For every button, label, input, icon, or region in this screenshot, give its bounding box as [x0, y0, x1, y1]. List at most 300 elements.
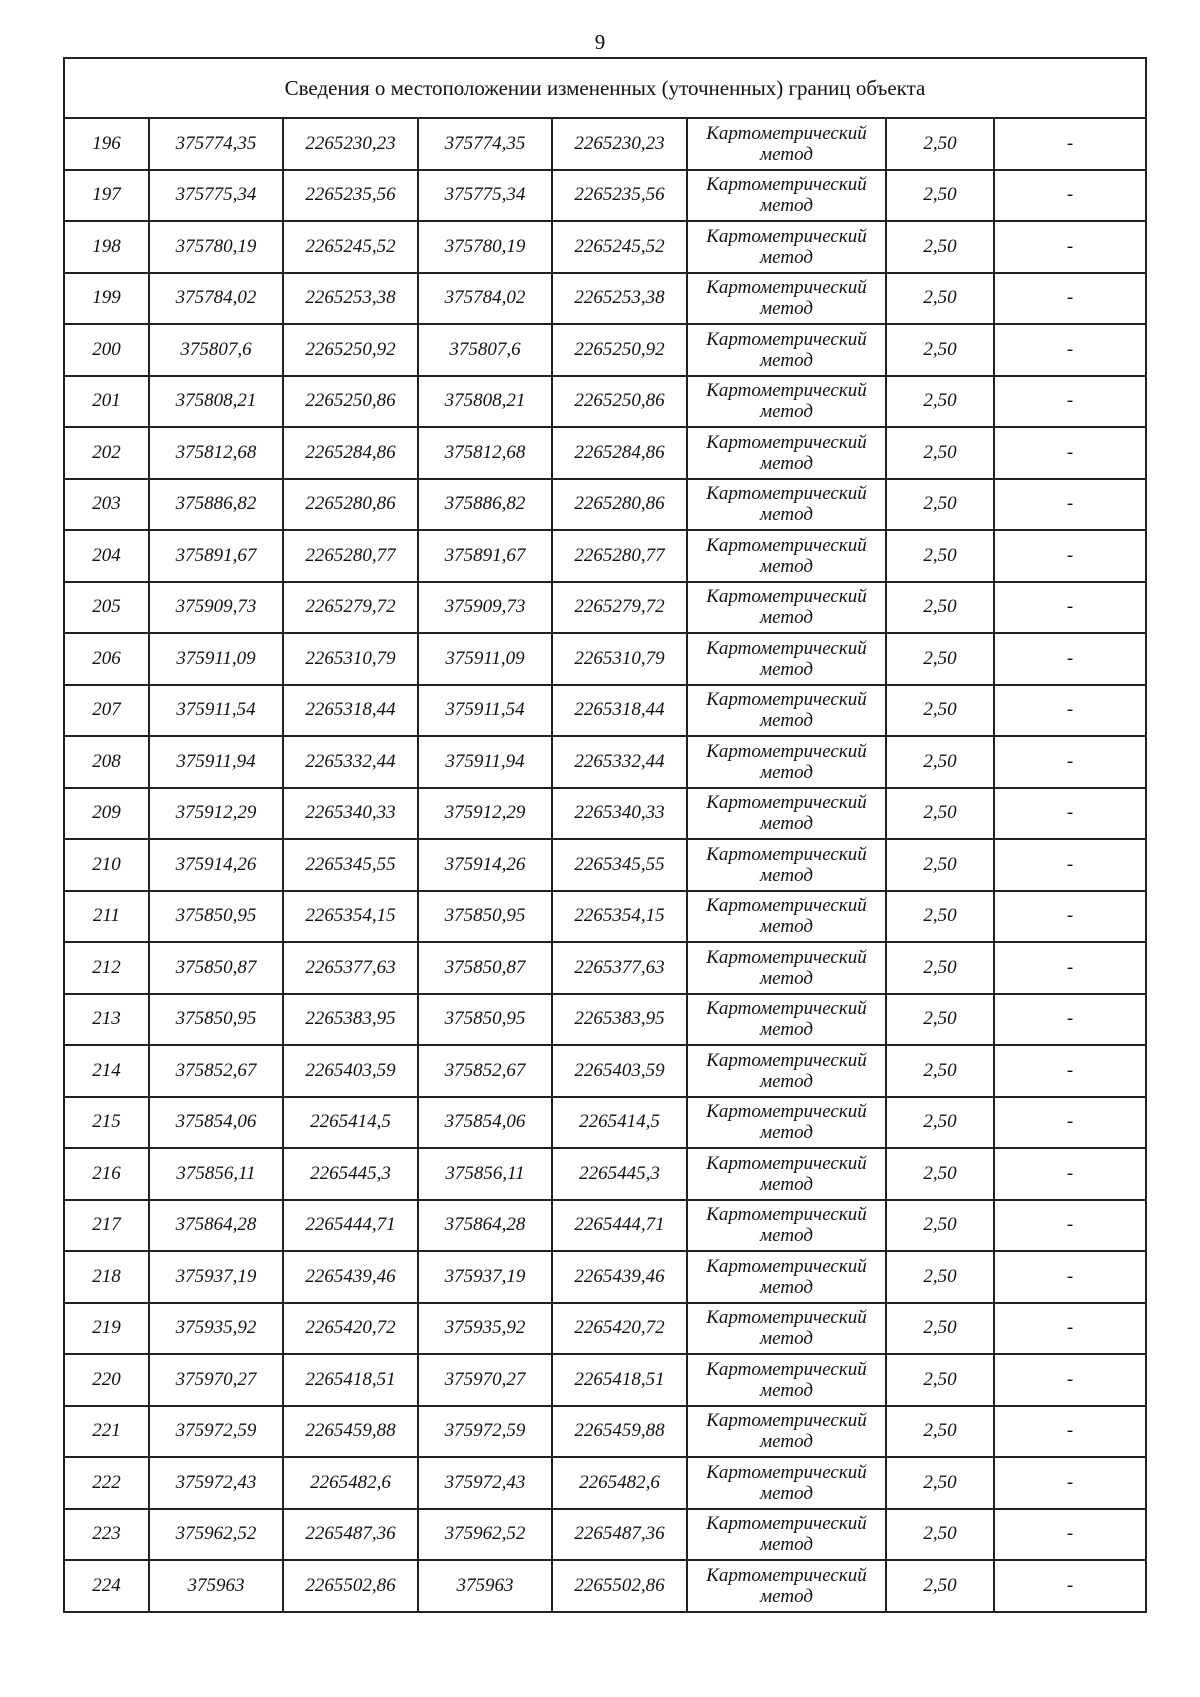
refined-y-cell: 2265439,46 [552, 1251, 687, 1303]
method-line-2: метод [760, 916, 813, 938]
method-line-2: метод [760, 246, 813, 268]
point-number-cell: 208 [64, 736, 149, 788]
point-number-cell: 207 [64, 685, 149, 737]
accuracy-cell: 2,50 [886, 1406, 994, 1458]
method-line-2: метод [760, 1019, 813, 1041]
refined-y-cell: 2265445,3 [552, 1148, 687, 1200]
point-number-cell: 197 [64, 170, 149, 222]
point-number-cell: 202 [64, 427, 149, 479]
refined-y-cell: 2265354,15 [552, 891, 687, 943]
table-row [64, 736, 1146, 788]
table-row [64, 891, 1146, 943]
description-cell: - [994, 1457, 1146, 1509]
description-cell: - [994, 221, 1146, 273]
table-row [64, 1303, 1146, 1355]
existing-y-cell: 2265253,38 [283, 273, 418, 325]
method-line-1: Картометрический [706, 843, 867, 865]
table-title: Сведения о местоположении измененных (уточненных) границ объекта [64, 58, 1146, 118]
method-cell [687, 221, 886, 273]
refined-x-cell: 375850,95 [418, 891, 552, 943]
table-row [64, 427, 1146, 479]
boundary-coordinates-table [63, 57, 1147, 1613]
table-title-row [64, 58, 1146, 118]
refined-y-cell: 2265414,5 [552, 1097, 687, 1149]
accuracy-cell: 2,50 [886, 942, 994, 994]
existing-y-cell: 2265332,44 [283, 736, 418, 788]
method-cell [687, 1097, 886, 1149]
point-number-cell: 218 [64, 1251, 149, 1303]
existing-y-cell: 2265318,44 [283, 685, 418, 737]
refined-x-cell: 375935,92 [418, 1303, 552, 1355]
accuracy-cell: 2,50 [886, 1148, 994, 1200]
method-line-2: метод [760, 1225, 813, 1247]
refined-x-cell: 375807,6 [418, 324, 552, 376]
description-cell: - [994, 685, 1146, 737]
method-cell [687, 1509, 886, 1561]
point-number-cell: 224 [64, 1560, 149, 1612]
existing-y-cell: 2265377,63 [283, 942, 418, 994]
method-cell [687, 376, 886, 428]
refined-y-cell: 2265230,23 [552, 118, 687, 170]
method-cell [687, 736, 886, 788]
table-row [64, 1354, 1146, 1406]
method-cell [687, 685, 886, 737]
method-cell [687, 1045, 886, 1097]
existing-x-cell: 375807,6 [149, 324, 283, 376]
table-row [64, 530, 1146, 582]
method-line-1: Картометрический [706, 174, 867, 196]
description-cell: - [994, 1406, 1146, 1458]
table-row [64, 118, 1146, 170]
existing-x-cell: 375911,94 [149, 736, 283, 788]
refined-x-cell: 375972,43 [418, 1457, 552, 1509]
table-row [64, 1251, 1146, 1303]
refined-x-cell: 375912,29 [418, 788, 552, 840]
point-number-cell: 212 [64, 942, 149, 994]
existing-y-cell: 2265420,72 [283, 1303, 418, 1355]
refined-y-cell: 2265487,36 [552, 1509, 687, 1561]
accuracy-cell: 2,50 [886, 530, 994, 582]
accuracy-cell: 2,50 [886, 1097, 994, 1149]
method-line-1: Картометрический [706, 225, 867, 247]
method-line-2: метод [760, 555, 813, 577]
method-cell [687, 530, 886, 582]
description-cell: - [994, 1251, 1146, 1303]
point-number-cell: 198 [64, 221, 149, 273]
existing-x-cell: 375972,59 [149, 1406, 283, 1458]
point-number-cell: 210 [64, 839, 149, 891]
existing-x-cell: 375780,19 [149, 221, 283, 273]
description-cell: - [994, 1148, 1146, 1200]
method-line-2: метод [760, 1431, 813, 1453]
point-number-cell: 205 [64, 582, 149, 634]
existing-x-cell: 375850,95 [149, 891, 283, 943]
method-line-2: метод [760, 504, 813, 526]
accuracy-cell: 2,50 [886, 633, 994, 685]
refined-y-cell: 2265383,95 [552, 994, 687, 1046]
existing-y-cell: 2265444,71 [283, 1200, 418, 1252]
existing-y-cell: 2265403,59 [283, 1045, 418, 1097]
table-row [64, 1406, 1146, 1458]
refined-y-cell: 2265280,77 [552, 530, 687, 582]
description-cell: - [994, 942, 1146, 994]
existing-x-cell: 375935,92 [149, 1303, 283, 1355]
accuracy-cell: 2,50 [886, 221, 994, 273]
description-cell: - [994, 736, 1146, 788]
existing-y-cell: 2265310,79 [283, 633, 418, 685]
refined-y-cell: 2265279,72 [552, 582, 687, 634]
existing-y-cell: 2265250,86 [283, 376, 418, 428]
method-line-1: Картометрический [706, 277, 867, 299]
point-number-cell: 199 [64, 273, 149, 325]
description-cell: - [994, 994, 1146, 1046]
existing-y-cell: 2265280,77 [283, 530, 418, 582]
accuracy-cell: 2,50 [886, 1303, 994, 1355]
existing-x-cell: 375775,34 [149, 170, 283, 222]
method-line-1: Картометрический [706, 122, 867, 144]
method-cell [687, 427, 886, 479]
existing-y-cell: 2265345,55 [283, 839, 418, 891]
method-line-1: Картометрический [706, 1101, 867, 1123]
description-cell: - [994, 1354, 1146, 1406]
method-cell [687, 1303, 886, 1355]
description-cell: - [994, 582, 1146, 634]
accuracy-cell: 2,50 [886, 273, 994, 325]
method-line-2: метод [760, 710, 813, 732]
method-line-2: метод [760, 143, 813, 165]
description-cell: - [994, 1097, 1146, 1149]
table-row [64, 324, 1146, 376]
method-cell [687, 582, 886, 634]
refined-y-cell: 2265332,44 [552, 736, 687, 788]
table-row [64, 1097, 1146, 1149]
refined-x-cell: 375852,67 [418, 1045, 552, 1097]
refined-x-cell: 375914,26 [418, 839, 552, 891]
method-line-1: Картометрический [706, 1513, 867, 1535]
method-cell [687, 788, 886, 840]
accuracy-cell: 2,50 [886, 1457, 994, 1509]
method-line-1: Картометрический [706, 1410, 867, 1432]
method-line-2: метод [760, 761, 813, 783]
table-row [64, 273, 1146, 325]
refined-x-cell: 375864,28 [418, 1200, 552, 1252]
method-line-1: Картометрический [706, 689, 867, 711]
table-row [64, 1457, 1146, 1509]
existing-x-cell: 375914,26 [149, 839, 283, 891]
method-line-1: Картометрический [706, 1152, 867, 1174]
refined-y-cell: 2265280,86 [552, 479, 687, 531]
refined-y-cell: 2265459,88 [552, 1406, 687, 1458]
method-line-1: Картометрический [706, 586, 867, 608]
refined-y-cell: 2265482,6 [552, 1457, 687, 1509]
existing-y-cell: 2265482,6 [283, 1457, 418, 1509]
existing-y-cell: 2265279,72 [283, 582, 418, 634]
existing-y-cell: 2265280,86 [283, 479, 418, 531]
method-line-2: метод [760, 401, 813, 423]
method-line-1: Картометрический [706, 792, 867, 814]
existing-y-cell: 2265230,23 [283, 118, 418, 170]
accuracy-cell: 2,50 [886, 994, 994, 1046]
description-cell: - [994, 479, 1146, 531]
description-cell: - [994, 376, 1146, 428]
method-line-1: Картометрический [706, 1049, 867, 1071]
description-cell: - [994, 530, 1146, 582]
method-line-2: метод [760, 607, 813, 629]
accuracy-cell: 2,50 [886, 1509, 994, 1561]
existing-x-cell: 375886,82 [149, 479, 283, 531]
refined-y-cell: 2265235,56 [552, 170, 687, 222]
method-line-1: Картометрический [706, 1461, 867, 1483]
refined-x-cell: 375854,06 [418, 1097, 552, 1149]
refined-x-cell: 375856,11 [418, 1148, 552, 1200]
point-number-cell: 220 [64, 1354, 149, 1406]
refined-y-cell: 2265502,86 [552, 1560, 687, 1612]
accuracy-cell: 2,50 [886, 324, 994, 376]
existing-x-cell: 375970,27 [149, 1354, 283, 1406]
table-row [64, 1560, 1146, 1612]
method-line-2: метод [760, 1122, 813, 1144]
method-cell [687, 273, 886, 325]
method-line-1: Картометрический [706, 1307, 867, 1329]
method-cell [687, 118, 886, 170]
description-cell: - [994, 1560, 1146, 1612]
description-cell: - [994, 1200, 1146, 1252]
accuracy-cell: 2,50 [886, 479, 994, 531]
refined-x-cell: 375850,95 [418, 994, 552, 1046]
method-line-1: Картометрический [706, 431, 867, 453]
accuracy-cell: 2,50 [886, 1200, 994, 1252]
accuracy-cell: 2,50 [886, 582, 994, 634]
method-line-2: метод [760, 1482, 813, 1504]
point-number-cell: 200 [64, 324, 149, 376]
table-row [64, 685, 1146, 737]
accuracy-cell: 2,50 [886, 788, 994, 840]
refined-y-cell: 2265284,86 [552, 427, 687, 479]
refined-y-cell: 2265420,72 [552, 1303, 687, 1355]
existing-y-cell: 2265439,46 [283, 1251, 418, 1303]
description-cell: - [994, 633, 1146, 685]
table-row [64, 582, 1146, 634]
refined-x-cell: 375911,54 [418, 685, 552, 737]
point-number-cell: 201 [64, 376, 149, 428]
table-row [64, 839, 1146, 891]
point-number-cell: 204 [64, 530, 149, 582]
method-line-1: Картометрический [706, 380, 867, 402]
method-line-1: Картометрический [706, 895, 867, 917]
method-line-2: метод [760, 1585, 813, 1607]
method-line-2: метод [760, 1070, 813, 1092]
point-number-cell: 214 [64, 1045, 149, 1097]
accuracy-cell: 2,50 [886, 685, 994, 737]
refined-x-cell: 375911,09 [418, 633, 552, 685]
refined-y-cell: 2265403,59 [552, 1045, 687, 1097]
table-row [64, 376, 1146, 428]
method-line-1: Картометрический [706, 534, 867, 556]
existing-y-cell: 2265414,5 [283, 1097, 418, 1149]
accuracy-cell: 2,50 [886, 839, 994, 891]
method-line-1: Картометрический [706, 483, 867, 505]
refined-y-cell: 2265318,44 [552, 685, 687, 737]
existing-x-cell: 375911,54 [149, 685, 283, 737]
method-line-2: метод [760, 1276, 813, 1298]
point-number-cell: 213 [64, 994, 149, 1046]
method-line-2: метод [760, 967, 813, 989]
accuracy-cell: 2,50 [886, 427, 994, 479]
refined-y-cell: 2265310,79 [552, 633, 687, 685]
method-cell [687, 633, 886, 685]
method-cell [687, 1354, 886, 1406]
method-cell [687, 942, 886, 994]
refined-y-cell: 2265377,63 [552, 942, 687, 994]
existing-x-cell: 375963 [149, 1560, 283, 1612]
existing-x-cell: 375774,35 [149, 118, 283, 170]
point-number-cell: 222 [64, 1457, 149, 1509]
refined-x-cell: 375970,27 [418, 1354, 552, 1406]
refined-x-cell: 375962,52 [418, 1509, 552, 1561]
method-line-2: метод [760, 195, 813, 217]
existing-x-cell: 375808,21 [149, 376, 283, 428]
method-cell [687, 1560, 886, 1612]
method-line-2: метод [760, 813, 813, 835]
existing-x-cell: 375784,02 [149, 273, 283, 325]
existing-x-cell: 375852,67 [149, 1045, 283, 1097]
point-number-cell: 217 [64, 1200, 149, 1252]
method-cell [687, 479, 886, 531]
description-cell: - [994, 1303, 1146, 1355]
description-cell: - [994, 324, 1146, 376]
accuracy-cell: 2,50 [886, 1560, 994, 1612]
method-line-2: метод [760, 864, 813, 886]
existing-y-cell: 2265502,86 [283, 1560, 418, 1612]
method-cell [687, 1457, 886, 1509]
table-row [64, 1045, 1146, 1097]
method-line-2: метод [760, 1173, 813, 1195]
method-cell [687, 839, 886, 891]
point-number-cell: 216 [64, 1148, 149, 1200]
method-line-2: метод [760, 1534, 813, 1556]
refined-y-cell: 2265444,71 [552, 1200, 687, 1252]
table-row [64, 1509, 1146, 1561]
description-cell: - [994, 427, 1146, 479]
method-line-1: Картометрический [706, 998, 867, 1020]
table-row [64, 1200, 1146, 1252]
point-number-cell: 223 [64, 1509, 149, 1561]
accuracy-cell: 2,50 [886, 118, 994, 170]
accuracy-cell: 2,50 [886, 891, 994, 943]
method-cell [687, 994, 886, 1046]
refined-x-cell: 375972,59 [418, 1406, 552, 1458]
existing-x-cell: 375937,19 [149, 1251, 283, 1303]
refined-y-cell: 2265250,92 [552, 324, 687, 376]
refined-y-cell: 2265253,38 [552, 273, 687, 325]
accuracy-cell: 2,50 [886, 170, 994, 222]
accuracy-cell: 2,50 [886, 736, 994, 788]
existing-x-cell: 375864,28 [149, 1200, 283, 1252]
existing-x-cell: 375909,73 [149, 582, 283, 634]
point-number-cell: 215 [64, 1097, 149, 1149]
method-cell [687, 1148, 886, 1200]
description-cell: - [994, 788, 1146, 840]
existing-y-cell: 2265340,33 [283, 788, 418, 840]
existing-y-cell: 2265383,95 [283, 994, 418, 1046]
existing-x-cell: 375972,43 [149, 1457, 283, 1509]
table-row [64, 479, 1146, 531]
description-cell: - [994, 891, 1146, 943]
refined-x-cell: 375812,68 [418, 427, 552, 479]
existing-y-cell: 2265354,15 [283, 891, 418, 943]
refined-y-cell: 2265250,86 [552, 376, 687, 428]
method-line-1: Картометрический [706, 328, 867, 350]
method-line-2: метод [760, 452, 813, 474]
method-line-2: метод [760, 298, 813, 320]
refined-x-cell: 375780,19 [418, 221, 552, 273]
existing-x-cell: 375854,06 [149, 1097, 283, 1149]
existing-x-cell: 375850,87 [149, 942, 283, 994]
table-row [64, 994, 1146, 1046]
existing-x-cell: 375850,95 [149, 994, 283, 1046]
accuracy-cell: 2,50 [886, 1354, 994, 1406]
existing-x-cell: 375911,09 [149, 633, 283, 685]
method-cell [687, 1251, 886, 1303]
point-number-cell: 209 [64, 788, 149, 840]
method-line-1: Картометрический [706, 637, 867, 659]
point-number-cell: 196 [64, 118, 149, 170]
existing-y-cell: 2265418,51 [283, 1354, 418, 1406]
refined-x-cell: 375775,34 [418, 170, 552, 222]
method-cell [687, 891, 886, 943]
point-number-cell: 206 [64, 633, 149, 685]
table-row [64, 221, 1146, 273]
table-row [64, 633, 1146, 685]
method-line-1: Картометрический [706, 946, 867, 968]
table-row [64, 942, 1146, 994]
method-cell [687, 324, 886, 376]
description-cell: - [994, 273, 1146, 325]
existing-y-cell: 2265487,36 [283, 1509, 418, 1561]
method-line-1: Картометрический [706, 1255, 867, 1277]
method-cell [687, 170, 886, 222]
refined-x-cell: 375891,67 [418, 530, 552, 582]
point-number-cell: 211 [64, 891, 149, 943]
description-cell: - [994, 1045, 1146, 1097]
description-cell: - [994, 1509, 1146, 1561]
method-line-1: Картометрический [706, 1358, 867, 1380]
refined-x-cell: 375808,21 [418, 376, 552, 428]
existing-y-cell: 2265235,56 [283, 170, 418, 222]
existing-y-cell: 2265459,88 [283, 1406, 418, 1458]
description-cell: - [994, 839, 1146, 891]
refined-y-cell: 2265340,33 [552, 788, 687, 840]
method-line-2: метод [760, 658, 813, 680]
method-line-2: метод [760, 1379, 813, 1401]
refined-x-cell: 375963 [418, 1560, 552, 1612]
existing-y-cell: 2265445,3 [283, 1148, 418, 1200]
existing-y-cell: 2265250,92 [283, 324, 418, 376]
refined-x-cell: 375911,94 [418, 736, 552, 788]
existing-x-cell: 375856,11 [149, 1148, 283, 1200]
table-row [64, 1148, 1146, 1200]
existing-y-cell: 2265245,52 [283, 221, 418, 273]
refined-x-cell: 375774,35 [418, 118, 552, 170]
method-line-1: Картометрический [706, 1204, 867, 1226]
existing-x-cell: 375962,52 [149, 1509, 283, 1561]
refined-x-cell: 375886,82 [418, 479, 552, 531]
refined-x-cell: 375784,02 [418, 273, 552, 325]
refined-y-cell: 2265245,52 [552, 221, 687, 273]
existing-x-cell: 375891,67 [149, 530, 283, 582]
refined-x-cell: 375937,19 [418, 1251, 552, 1303]
method-line-2: метод [760, 349, 813, 371]
